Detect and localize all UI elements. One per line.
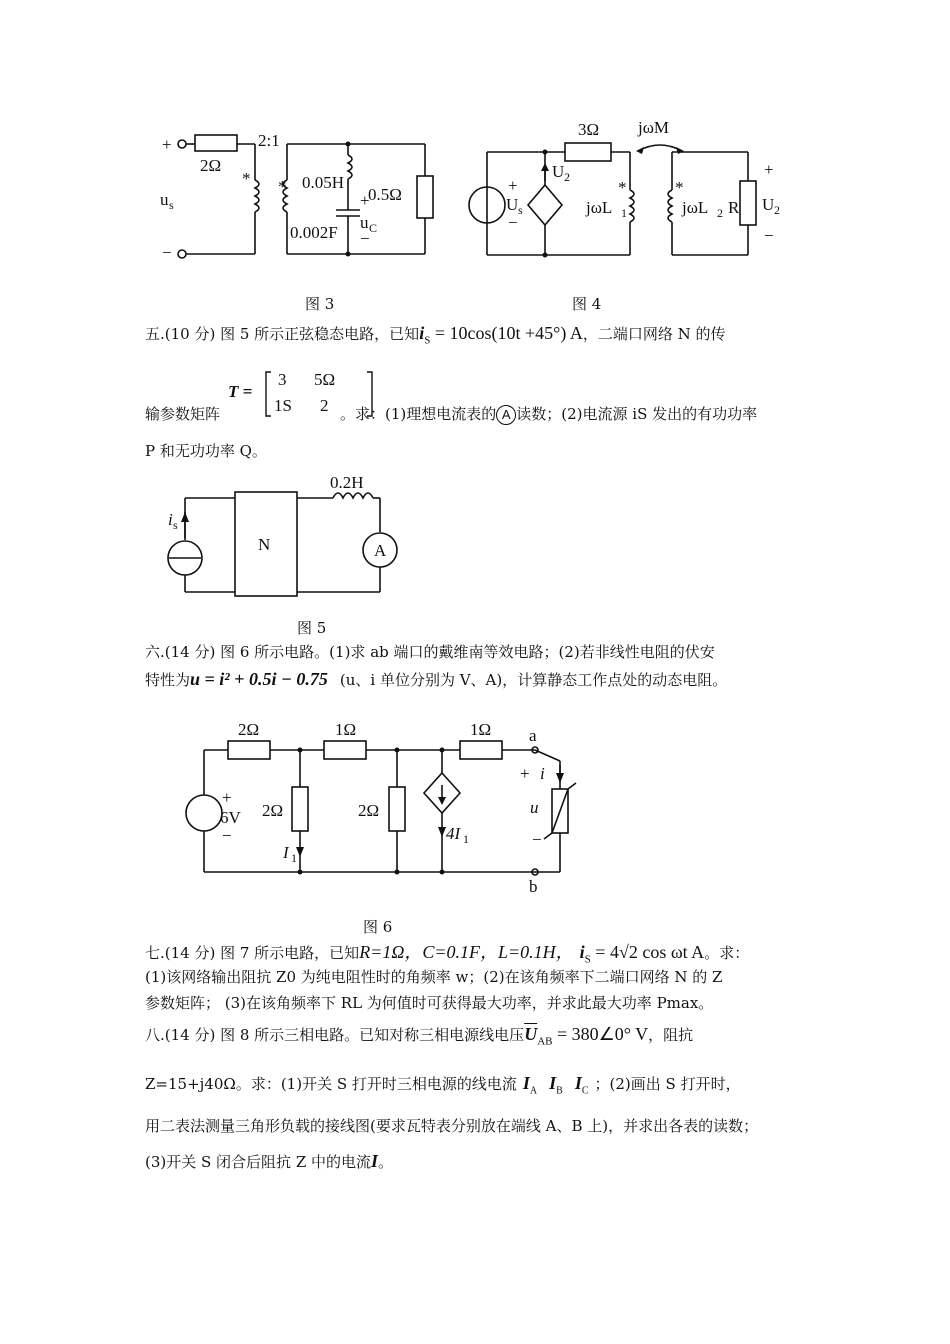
q8-line1 bbox=[145, 1024, 693, 1052]
fig6-r4-label: 2Ω bbox=[262, 801, 284, 820]
fig6-resistor-r4 bbox=[292, 787, 308, 831]
q5-line1 bbox=[145, 323, 726, 351]
fig3-star-secondary: * bbox=[278, 177, 287, 196]
q7-line2: (1)该网络输出阻抗 Z0 为纯电阻性时的角频率 w；(2)在该角频率下二端口网络 N 的 Z bbox=[145, 968, 723, 986]
q6-line2-a: 特性为 bbox=[145, 671, 191, 689]
figure-4-circuit bbox=[460, 115, 800, 265]
fig6-resistor-r3 bbox=[460, 741, 502, 759]
fig4-us-minus: − bbox=[508, 213, 518, 232]
q8-ib: $I_B$ bbox=[549, 1073, 563, 1097]
fig6-current-sub: 1 bbox=[291, 851, 297, 865]
q7-line1 bbox=[145, 942, 749, 970]
q7-line3: 参数矩阵； (3)在该角频率下 RL 为何值时可获得最大功率，并求此最大功率 Pmax。 bbox=[145, 994, 714, 1012]
fig3-uc-label: u bbox=[360, 213, 369, 232]
q8-line4-b: 。 bbox=[378, 1153, 394, 1171]
fig6-resistor-r5 bbox=[389, 787, 405, 831]
fig4-coil-l1 bbox=[630, 190, 634, 222]
q8-line4 bbox=[145, 1151, 393, 1172]
fig3-plus: + bbox=[162, 135, 172, 154]
fig4-resistor-r bbox=[740, 181, 756, 225]
fig5-ammeter-label: A bbox=[374, 541, 387, 560]
fig3-uc-sub: C bbox=[369, 221, 378, 235]
fig3-capacitor-label: 0.002F bbox=[290, 223, 338, 242]
fig5-caption: 图 5 bbox=[297, 619, 327, 637]
q8-line1-b: ，阻抗 bbox=[648, 1026, 694, 1044]
fig6-voltage-source bbox=[186, 795, 222, 831]
q8-line2 bbox=[145, 1073, 741, 1102]
fig3-resistor-0-5ohm bbox=[417, 176, 433, 218]
q8-line2-a: Z=15+j40Ω。求：(1)开关 S 打开时三相电源的线电流 bbox=[145, 1075, 517, 1093]
q6-line1: 六.(14 分) 图 6 所示电路。(1)求 ab 端口的戴维南等效电路；(2)若非线性电阻的伏安 bbox=[145, 643, 715, 661]
fig5-source-sub: s bbox=[173, 518, 178, 532]
figure-6-circuit bbox=[180, 715, 580, 900]
fig4-l1-label: jωL bbox=[586, 198, 613, 217]
q5-matrix-22: 2 bbox=[320, 396, 329, 415]
fig5-inductor-label: 0.2H bbox=[330, 473, 364, 492]
q5-line2-b: 。求：(1)理想电流表的 bbox=[340, 405, 497, 423]
fig6-dep-label: 4I bbox=[446, 824, 461, 843]
fig6-i-label: i bbox=[540, 764, 545, 783]
q8-ia: $I_A$ bbox=[522, 1073, 538, 1097]
q5-line2-c: 读数；(2)电流源 iS 发出的有功功率 bbox=[516, 405, 758, 423]
fig4-mutual-arrow bbox=[638, 145, 682, 151]
fig6-source-minus: − bbox=[222, 826, 232, 845]
fig5-inductor bbox=[333, 493, 373, 498]
q7-line1-a: 七.(14 分) 图 7 所示电路，已知 bbox=[145, 944, 360, 962]
fig4-u2-sub: 2 bbox=[774, 203, 780, 217]
fig6-u-plus: + bbox=[520, 764, 530, 783]
fig6-caption: 图 6 bbox=[363, 918, 393, 936]
fig3-uc-plus: + bbox=[360, 191, 370, 210]
fig3-terminal-bottom bbox=[178, 250, 186, 258]
q5-matrix-21: 1S bbox=[274, 396, 292, 415]
figure-5-circuit bbox=[150, 470, 410, 600]
fig3-source-label: u bbox=[160, 190, 169, 209]
fig6-resistor-r1 bbox=[228, 741, 270, 759]
fig4-l2-sub: 2 bbox=[717, 206, 723, 220]
q7-line1-b: 。求： bbox=[704, 944, 750, 962]
fig4-resistor-3ohm bbox=[565, 143, 611, 161]
fig4-l1-sub: 1 bbox=[621, 206, 627, 220]
fig6-u-label: u bbox=[530, 798, 539, 817]
fig4-coil-l2 bbox=[668, 190, 672, 222]
fig4-u2-label: U bbox=[762, 195, 775, 214]
q5-ammeter-symbol: A bbox=[496, 405, 516, 425]
q5-line2 bbox=[340, 404, 757, 425]
fig6-u-minus: − bbox=[532, 830, 542, 849]
fig4-load-label: R bbox=[728, 198, 740, 217]
fig4-u2-minus: − bbox=[764, 226, 774, 245]
fig6-dep-sub: 1 bbox=[463, 832, 469, 846]
fig4-us-plus: + bbox=[508, 176, 518, 195]
q6-formula: u = i² + 0.5i − 0.75 bbox=[190, 669, 328, 689]
fig6-r1-label: 2Ω bbox=[238, 720, 260, 739]
q7-formula-is: $i_S = 4√2$ cos ωt A bbox=[579, 942, 705, 966]
fig6-source-label: 6V bbox=[220, 808, 241, 827]
fig4-r-label: 3Ω bbox=[578, 120, 600, 139]
q5-line1-a: 五.(10 分) 图 5 所示正弦稳态电路，已知 bbox=[145, 325, 420, 343]
fig6-r3-label: 1Ω bbox=[470, 720, 492, 739]
fig4-star-l1: * bbox=[618, 178, 627, 197]
q5-matrix-11: 3 bbox=[278, 370, 287, 389]
q7-formula: R=1Ω，C=0.1F，L=0.1H， bbox=[359, 942, 574, 962]
fig6-resistor-r2 bbox=[324, 741, 366, 759]
fig4-caption: 图 4 bbox=[572, 295, 602, 313]
fig3-terminal-top bbox=[178, 140, 186, 148]
figure-3-circuit bbox=[150, 120, 450, 270]
fig3-uc-minus: − bbox=[360, 229, 370, 248]
q5-formula-is: $i_S = 10\cos(10t +45^\circ)$ A bbox=[419, 323, 583, 347]
fig3-caption: 图 3 bbox=[305, 295, 335, 313]
fig6-source-plus: + bbox=[222, 788, 232, 807]
fig4-mutual-label: jωM bbox=[638, 118, 670, 137]
q8-line4-a: (3)开关 S 闭合后阻抗 Z 中的电流 bbox=[145, 1153, 372, 1171]
fig4-l2-label: jωL bbox=[682, 198, 709, 217]
fig4-star-l2: * bbox=[675, 178, 684, 197]
fig4-u2-plus: + bbox=[764, 160, 774, 179]
fig6-r5-label: 2Ω bbox=[358, 801, 380, 820]
fig3-inductor-label: 0.05H bbox=[302, 173, 345, 192]
fig6-b-label: b bbox=[529, 877, 538, 896]
fig3-ratio-label: 2:1 bbox=[258, 131, 280, 150]
q8-current-i: I bbox=[371, 1151, 379, 1171]
q6-line2-b: (u、i 单位分别为 V、A)，计算静态工作点处的动态电阻。 bbox=[339, 671, 728, 689]
fig3-resistor-2ohm bbox=[195, 135, 237, 151]
fig4-us-sub: s bbox=[518, 203, 523, 217]
fig3-star-primary: * bbox=[242, 169, 251, 188]
fig4-dependent-source bbox=[528, 185, 562, 225]
q8-ic: $I_C$ bbox=[574, 1073, 589, 1097]
fig6-current-label: I bbox=[283, 843, 289, 862]
fig3-primary-coil bbox=[255, 180, 259, 212]
fig3-resistor-label: 0.5Ω bbox=[368, 185, 402, 204]
fig4-dep-u2-label: U bbox=[552, 162, 565, 181]
fig6-a-label: a bbox=[529, 726, 537, 745]
q5-line1-b: ，二端口网络 N 的传 bbox=[582, 325, 726, 343]
fig3-inductor bbox=[348, 155, 352, 179]
q5-matrix-label: T = bbox=[228, 382, 253, 401]
q5-line3: P 和无功功率 Q。 bbox=[145, 442, 267, 460]
q5-matrix-12: 5Ω bbox=[314, 370, 336, 389]
q8-line3: 用二表法测量三角形负载的接线图(要求瓦特表分别放在端线 A、B 上)，并求出各表的读数； bbox=[145, 1117, 759, 1135]
q8-line1-a: 八.(14 分) 图 8 所示三相电路。已知对称三相电源线电压 bbox=[145, 1026, 525, 1044]
fig5-source-label: i bbox=[168, 510, 173, 529]
q8-formula-u: $\overline{U}_{AB}$ = 380∠0° V bbox=[524, 1024, 649, 1048]
fig4-us-label: U bbox=[506, 195, 519, 214]
fig4-dep-u2-sub: 2 bbox=[564, 170, 570, 184]
q6-line2 bbox=[145, 669, 727, 690]
fig5-network-label: N bbox=[258, 535, 271, 554]
fig3-r1-label: 2Ω bbox=[200, 156, 222, 175]
q5-line2-a: 输参数矩阵 bbox=[145, 405, 221, 423]
fig3-source-sub: s bbox=[169, 198, 174, 212]
fig3-minus: − bbox=[162, 243, 172, 262]
fig6-r2-label: 1Ω bbox=[335, 720, 357, 739]
q8-line2-b: ；(2)画出 S 打开时， bbox=[594, 1075, 741, 1093]
